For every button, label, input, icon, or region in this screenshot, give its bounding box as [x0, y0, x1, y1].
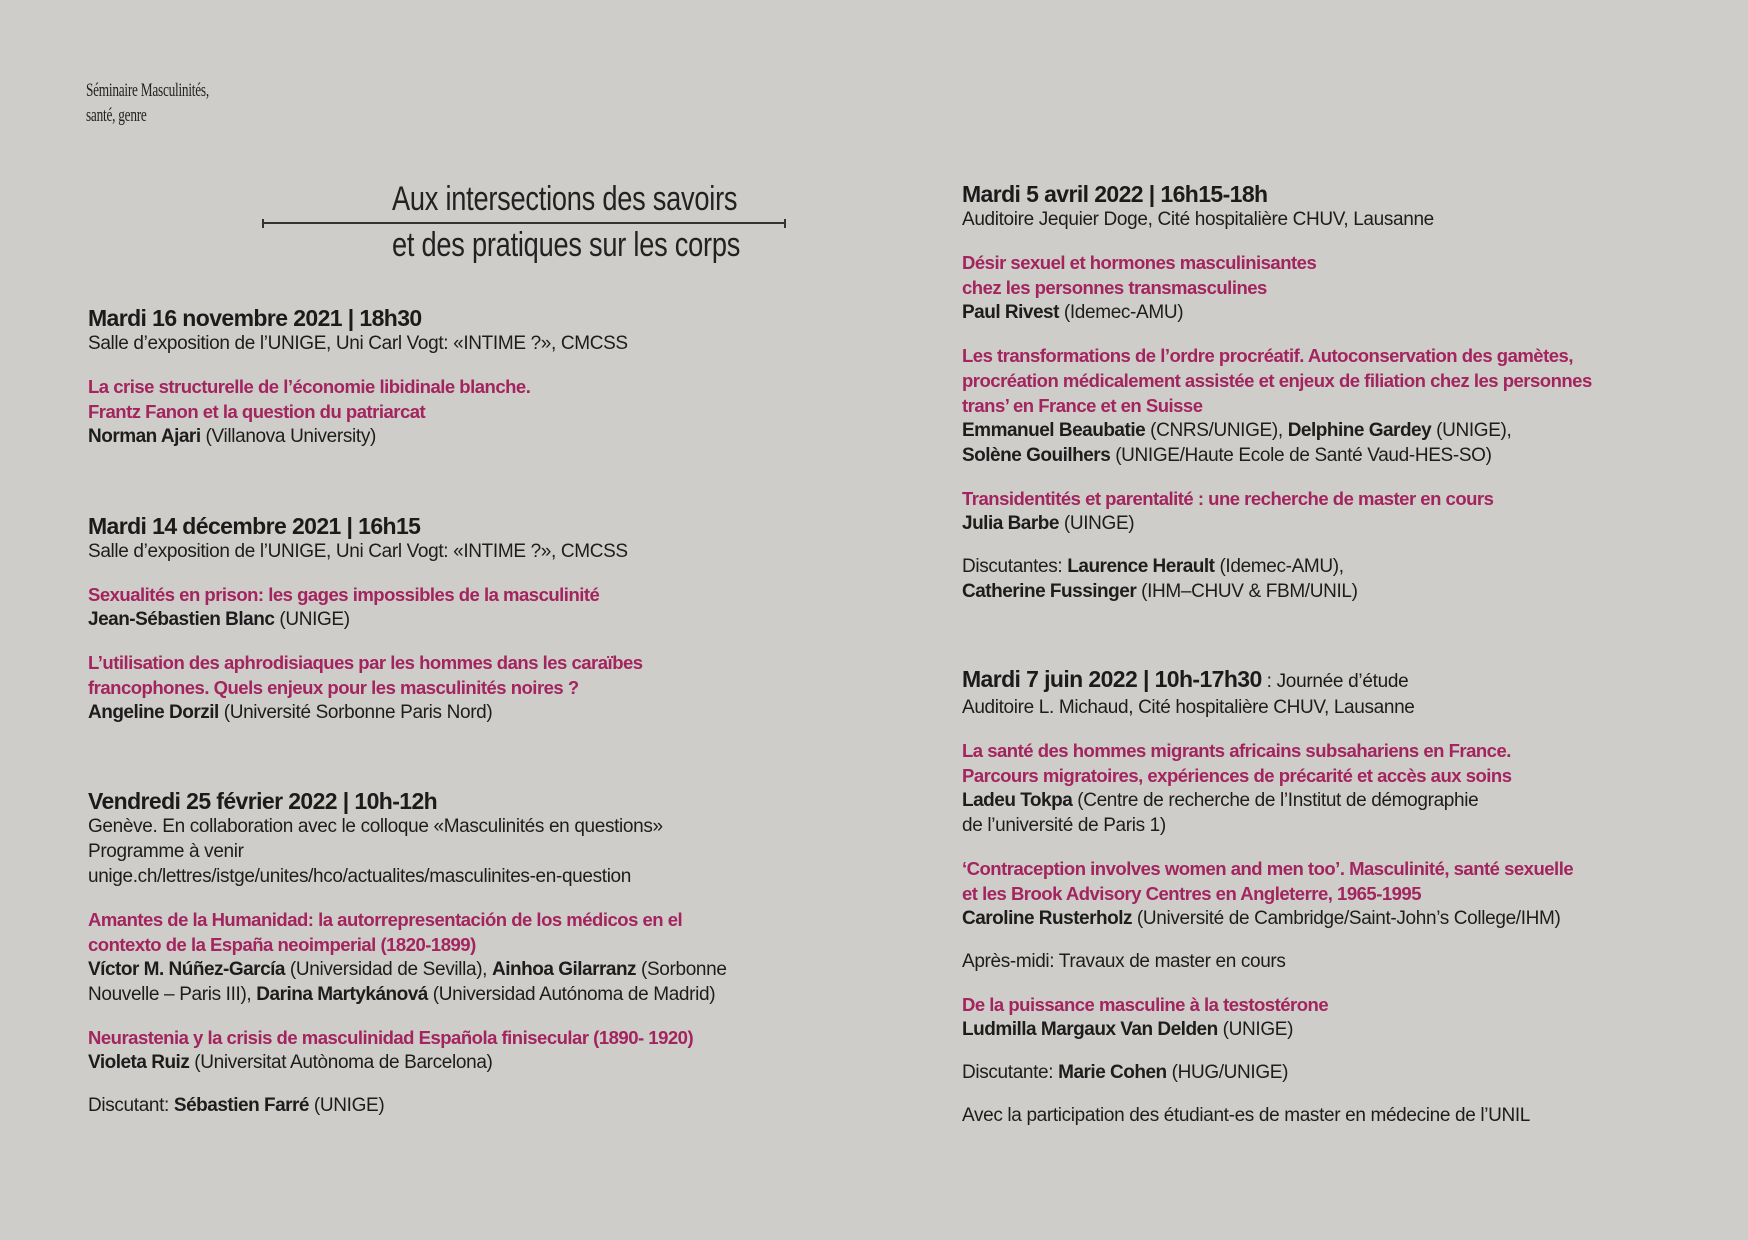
speaker-affiliation: (Universidad Autónoma de Madrid) — [427, 984, 716, 1005]
speaker-affiliation: (UNIGE) — [1222, 1019, 1294, 1040]
speaker-name: Julia Barbe — [962, 513, 1059, 534]
speaker-line — [88, 700, 888, 725]
discussant-label: Discutantes: — [962, 556, 1068, 577]
speaker-line — [962, 1017, 1748, 1042]
talk-title: trans’ en France et en Suisse — [962, 395, 1203, 416]
talk-title: Sexualités en prison: les gages impossibles de la masculinité — [88, 584, 600, 605]
session-date: Vendredi 25 février 2022 | 10h-12h — [88, 788, 438, 814]
talk-title: et les Brook Advisory Centres en Angleterre, 1965-1995 — [962, 883, 1422, 904]
discussant-affiliation: (HUG/UNIGE) — [1166, 1062, 1289, 1083]
talk-title: chez les personnes transmasculines — [962, 277, 1267, 298]
discussant-name: Catherine Fussinger — [962, 581, 1137, 602]
speaker-line — [88, 957, 888, 982]
talk-title: Parcours migratoires, expériences de précarité et accès aux soins — [962, 765, 1512, 786]
talk-title: La santé des hommes migrants africains subsahariens en France. — [962, 740, 1511, 761]
session-1 — [88, 305, 888, 449]
session-date: Mardi 7 juin 2022 | 10h-17h30 — [962, 666, 1262, 692]
discussant-line — [88, 1093, 888, 1118]
speaker-name: Ladeu Tokpa — [962, 790, 1073, 811]
speaker-line — [962, 788, 1748, 813]
discussant-line — [962, 579, 1748, 604]
discussant-name: Marie Cohen — [1058, 1062, 1167, 1083]
session-date-suffix: : Journée d’étude — [1261, 671, 1409, 692]
page-title — [86, 78, 209, 128]
talk-title: Les transformations de l’ordre procréatif. Autoconservation des gamètes, — [962, 345, 1573, 366]
title-line-1: Séminaire Masculinités, — [86, 80, 209, 101]
speaker-name: Víctor M. Núñez-García — [88, 959, 285, 980]
session-date: Mardi 16 novembre 2021 | 18h30 — [88, 305, 422, 331]
speaker-affiliation: (Idemec-AMU) — [1063, 302, 1184, 323]
speaker-affiliation: (Sorbonne — [636, 959, 727, 980]
speaker-name: Emmanuel Beaubatie — [962, 420, 1146, 441]
subtitle-line-2: et des pratiques sur les corps — [392, 226, 741, 264]
talk-title: Transidentités et parentalité : une recherche de master en cours — [962, 488, 1494, 509]
discussant-label: Discutante: — [962, 1062, 1059, 1083]
speaker-name: Solène Gouilhers — [962, 445, 1111, 466]
session-date-line — [962, 666, 1748, 695]
session-date: Mardi 14 décembre 2021 | 16h15 — [88, 513, 421, 539]
talk-title: Amantes de la Humanidad: la autorrepresentación de los médicos en el — [88, 909, 683, 930]
talk-title: francophones. Quels enjeux pour les masculinités noires ? — [88, 677, 579, 698]
session-program-note: Programme à venir — [88, 841, 244, 862]
speaker-line — [962, 443, 1748, 468]
talk-title: L’utilisation des aphrodisiaques par les hommes dans les caraïbes — [88, 652, 643, 673]
speaker-affiliation: (Centre de recherche de l’Institut de démographie — [1077, 790, 1479, 811]
session-3 — [88, 788, 888, 1118]
speaker-name: Angeline Dorzil — [88, 702, 219, 723]
speaker-affiliation: (Université Sorbonne Paris Nord) — [223, 702, 493, 723]
speaker-line — [962, 906, 1748, 931]
discussant-name: Laurence Herault — [1067, 556, 1215, 577]
speaker-name: Caroline Rusterholz — [962, 908, 1132, 929]
speaker-affiliation: (UNIGE) — [279, 609, 350, 630]
talk-title: procréation médicalement assistée et enjeux de filiation chez les personnes — [962, 370, 1592, 391]
speaker-name: Ludmilla Margaux Van Delden — [962, 1019, 1218, 1040]
discussant-label: Discutant: — [88, 1095, 174, 1116]
speaker-name: Paul Rivest — [962, 302, 1059, 323]
discussant-line — [962, 554, 1748, 579]
speaker-name: Norman Ajari — [88, 426, 201, 447]
discussant-affiliation: (IHM–CHUV & FBM/UNIL) — [1136, 581, 1358, 602]
participation-note: Avec la participation des étudiant-es de master en médecine de l’UNIL — [962, 1105, 1530, 1126]
session-venue: Genève. En collaboration avec le colloque «Masculinités en questions» — [88, 816, 663, 837]
speaker-affiliation-cont: de l’université de Paris 1) — [962, 815, 1166, 836]
discussant-line — [962, 1060, 1748, 1085]
speaker-affiliation: (Universitat Autònoma de Barcelona) — [194, 1052, 493, 1073]
speaker-affiliation: (UNIGE), — [1431, 420, 1512, 441]
title-line-2: santé, genre — [86, 105, 147, 126]
speaker-line — [88, 1050, 888, 1075]
speaker-line — [962, 300, 1748, 325]
session-date: Mardi 5 avril 2022 | 16h15-18h — [962, 181, 1268, 207]
talk-title: contexto de la España neoimperial (1820-1899) — [88, 934, 476, 955]
session-venue: Auditoire Jequier Doge, Cité hospitalière CHUV, Lausanne — [962, 209, 1434, 230]
speaker-affiliation: (Université de Cambridge/Saint-John’s College/IHM) — [1136, 908, 1561, 929]
session-link[interactable]: unige.ch/lettres/istge/unites/hco/actualites/masculinites-en-question — [88, 866, 631, 887]
talk-title: ‘Contraception involves women and men too’. Masculinité, santé sexuelle — [962, 858, 1574, 879]
speaker-line — [962, 511, 1748, 536]
speaker-affiliation: (Villanova University) — [205, 426, 376, 447]
speaker-affiliation: Nouvelle – Paris III), — [88, 984, 257, 1005]
session-2 — [88, 513, 888, 725]
speaker-line — [88, 424, 888, 449]
speaker-name: Jean-Sébastien Blanc — [88, 609, 275, 630]
talk-title: Neurastenia y la crisis de masculinidad Española finisecular (1890- 1920) — [88, 1027, 694, 1048]
discussant-affiliation: (Idemec-AMU), — [1214, 556, 1344, 577]
talk-title: Frantz Fanon et la question du patriarcat — [88, 401, 426, 422]
speaker-name: Delphine Gardey — [1287, 420, 1432, 441]
session-venue: Auditoire L. Michaud, Cité hospitalière CHUV, Lausanne — [962, 697, 1415, 718]
subtitle-line-1: Aux intersections des savoirs — [392, 180, 738, 218]
speaker-line — [962, 418, 1748, 443]
speaker-line — [88, 607, 888, 632]
title-rule — [262, 222, 786, 224]
speaker-affiliation: (UNIGE/Haute Ecole de Santé Vaud-HES-SO) — [1110, 445, 1492, 466]
speaker-name: Ainhoa Gilarranz — [492, 959, 637, 980]
header — [86, 78, 886, 278]
speaker-affiliation: (UINGE) — [1063, 513, 1135, 534]
talk-title: Désir sexuel et hormones masculinisantes — [962, 252, 1317, 273]
discussant-affiliation: (UNIGE) — [309, 1095, 385, 1116]
speaker-affiliation: (Universidad de Sevilla), — [285, 959, 493, 980]
talk-title: De la puissance masculine à la testostérone — [962, 994, 1329, 1015]
session-venue: Salle d’exposition de l’UNIGE, Uni Carl Vogt: «INTIME ?», CMCSS — [88, 333, 628, 354]
speaker-line — [88, 982, 888, 1007]
speaker-name: Violeta Ruiz — [88, 1052, 190, 1073]
afternoon-label: Après-midi: Travaux de master en cours — [962, 951, 1286, 972]
talk-title: La crise structurelle de l’économie libidinale blanche. — [88, 376, 531, 397]
speaker-affiliation: (CNRS/UNIGE), — [1145, 420, 1288, 441]
session-4 — [962, 181, 1748, 604]
session-venue: Salle d’exposition de l’UNIGE, Uni Carl Vogt: «INTIME ?», CMCSS — [88, 541, 628, 562]
speaker-name: Darina Martykánová — [256, 984, 428, 1005]
discussant-name: Sébastien Farré — [173, 1095, 309, 1116]
session-5 — [962, 666, 1748, 1128]
